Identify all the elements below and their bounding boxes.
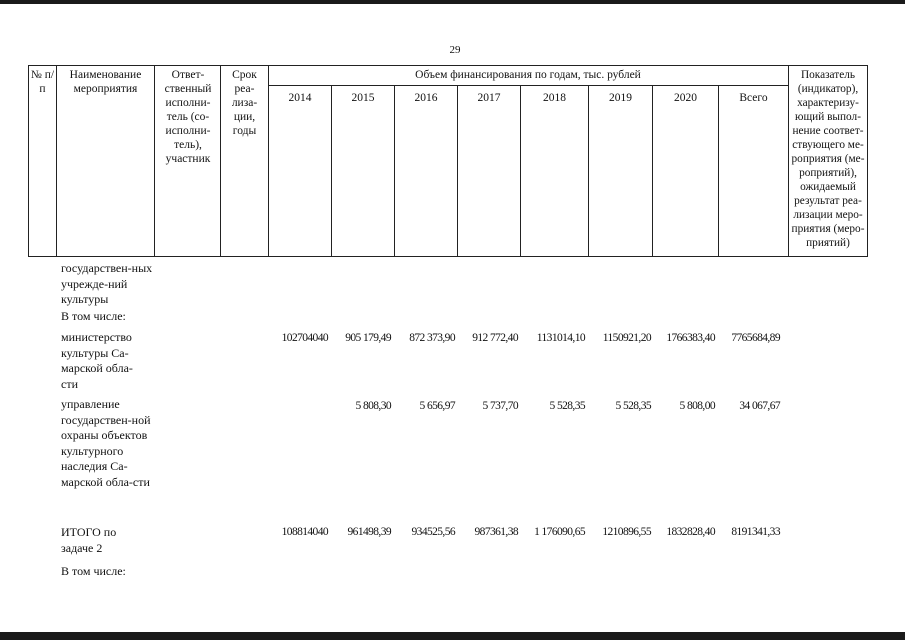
header-col-indicator: Показатель (индикатор), характеризу-ющий выпол-нение соответ-ствующего ме-роприятия (ме-роприятий), ожидаемый результат реа-лизации меро-приятия (меро-приятий) bbox=[791, 69, 865, 249]
cell-2017: 987361,38 bbox=[474, 526, 518, 538]
cell-2015: 905 179,49 bbox=[345, 332, 391, 344]
cell-2019: 1150921,20 bbox=[602, 332, 651, 344]
cell-2020: 1766383,40 bbox=[666, 332, 715, 344]
cell-2018: 1 176090,65 bbox=[534, 526, 585, 538]
header-col-number: № п/п bbox=[30, 69, 55, 95]
header-year-2019: 2019 bbox=[609, 92, 632, 104]
cell-2014: 108814040 bbox=[281, 526, 328, 538]
header-year-2015: 2015 bbox=[351, 92, 375, 104]
header-year-2014: 2014 bbox=[288, 92, 312, 104]
cell-2020: 5 808,00 bbox=[679, 400, 715, 412]
header-year-2016: 2016 bbox=[414, 92, 438, 104]
cell-2019: 1210896,55 bbox=[602, 526, 651, 538]
cell-total: 34 067,67 bbox=[739, 400, 780, 412]
header-year-2018: 2018 bbox=[543, 92, 566, 104]
cell-2017: 912 772,40 bbox=[472, 332, 518, 344]
cell-2018: 1131014,10 bbox=[536, 332, 585, 344]
scan-top-border bbox=[0, 0, 905, 4]
cell-2016: 872 373,90 bbox=[409, 332, 455, 344]
scan-bottom-border bbox=[0, 632, 905, 640]
row-name: министерство культуры Са-марской обла-сти bbox=[61, 330, 133, 391]
row-name: ИТОГО по задаче 2 bbox=[61, 525, 117, 555]
cell-2015: 5 808,30 bbox=[355, 400, 391, 412]
cell-2019: 5 528,35 bbox=[615, 400, 651, 412]
page-number: 29 bbox=[449, 44, 461, 56]
cell-2016: 5 656,97 bbox=[419, 400, 455, 412]
row-name: В том числе: bbox=[61, 309, 126, 323]
cell-2018: 5 528,35 bbox=[549, 400, 585, 412]
header-col-funding: Объем финансирования по годам, тыс. рублей bbox=[415, 69, 641, 81]
header-col-responsible: Ответ-ственный исполни-тель (со-исполни-тель), участник bbox=[164, 69, 212, 165]
header-year-2017: 2017 bbox=[477, 92, 501, 104]
table-header bbox=[28, 65, 868, 257]
row-name: государствен-ных учрежде-ний культуры bbox=[61, 261, 153, 306]
header-col-total: Всего bbox=[739, 92, 768, 104]
row-name: В том числе: bbox=[61, 564, 126, 578]
cell-total: 8191341,33 bbox=[731, 526, 780, 538]
cell-total: 7765684,89 bbox=[731, 332, 780, 344]
cell-2020: 1832828,40 bbox=[666, 526, 715, 538]
row-name: управление государствен-ной охраны объектов культурного наследия Са-марской обла-сти bbox=[61, 397, 151, 489]
header-col-name: Наименование мероприятия bbox=[69, 69, 142, 95]
header-col-term: Срок реа-лиза-ции, годы bbox=[231, 69, 258, 137]
cell-2014: 102704040 bbox=[281, 332, 328, 344]
header-year-2020: 2020 bbox=[674, 92, 697, 104]
cell-2015: 961498,39 bbox=[347, 526, 391, 538]
cell-2016: 934525,56 bbox=[411, 526, 455, 538]
cell-2017: 5 737,70 bbox=[482, 400, 518, 412]
